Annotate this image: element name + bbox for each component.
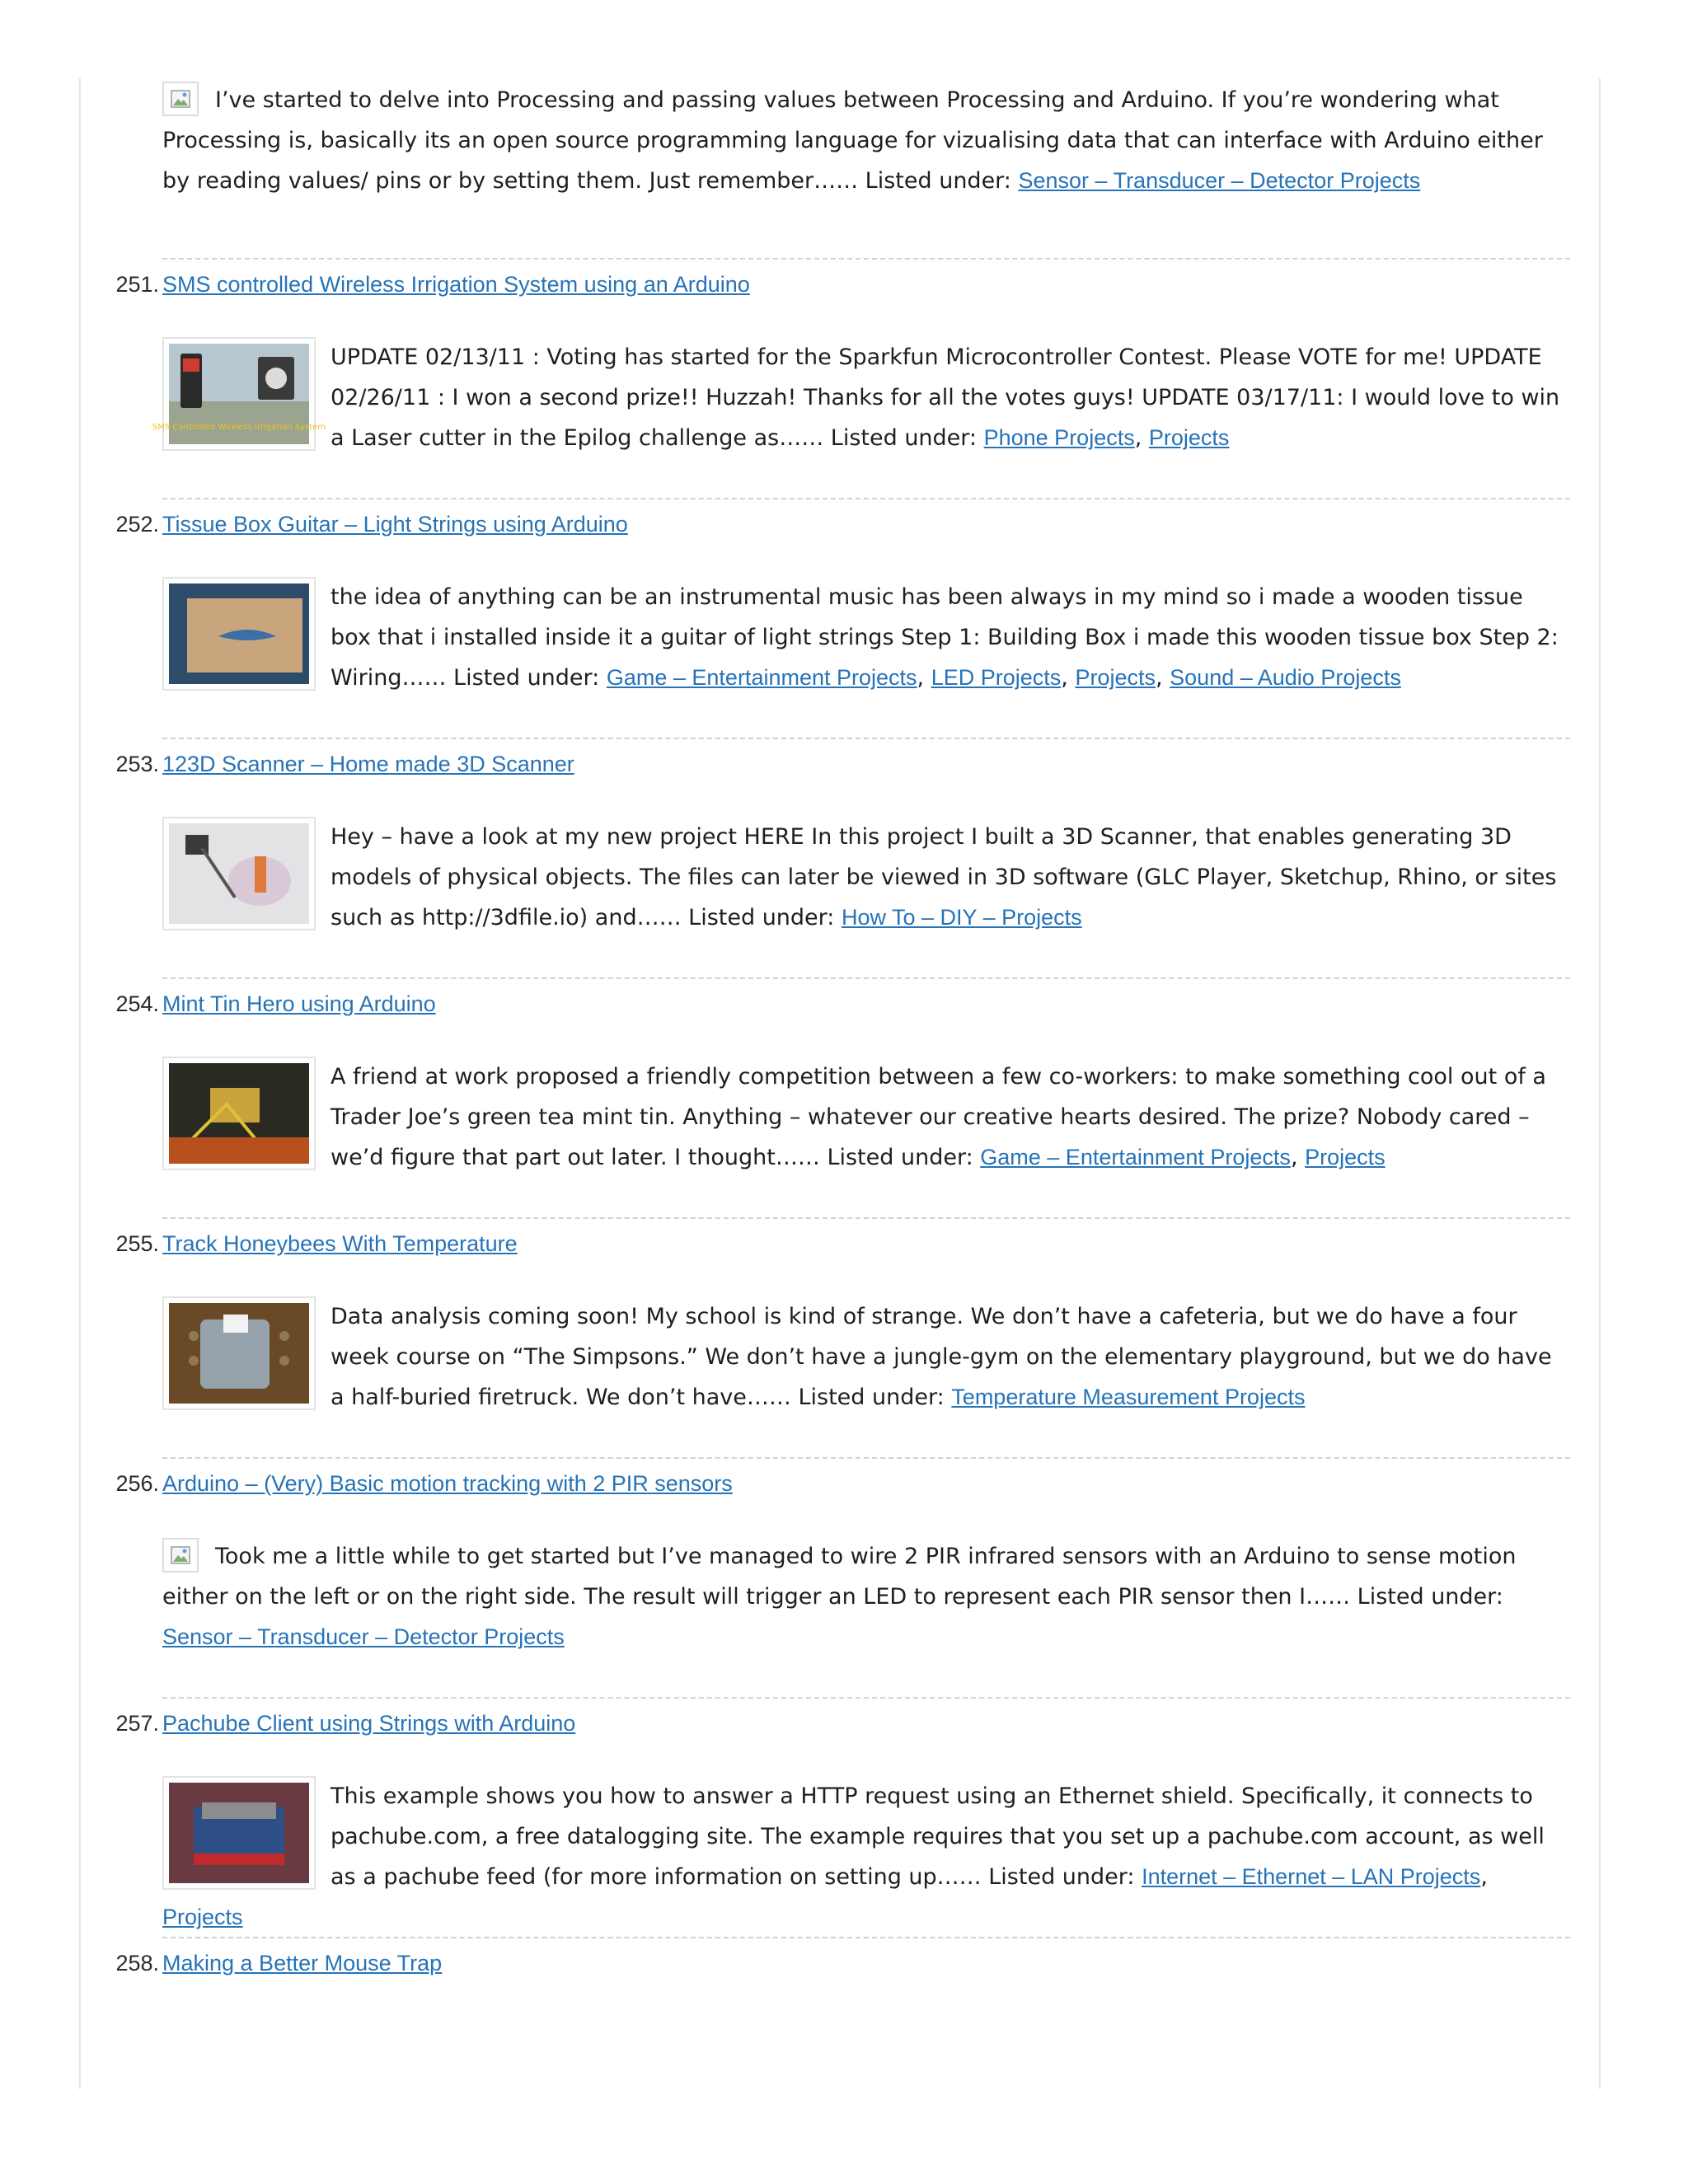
item-title-link[interactable]: Track Honeybees With Temperature [162, 1231, 518, 1256]
list-item [115, 1937, 1570, 2019]
category-link[interactable]: Projects [1305, 1145, 1386, 1169]
item-number: 257. [115, 1711, 159, 1736]
list-item: 254. Mint Tin Hero using Arduino A friend at work proposed a friendly competition between a few co-workers: to make something cool out of a Trader Joe’s green tea mint tin. Anything – whatever our creative hearts desired. The prize? Nobody cared – we’d figure that part out later. I thought…… Listed under: Game – Entertainment Projects, Projects [162, 977, 1570, 1217]
item-thumbnail[interactable] [162, 1776, 316, 1890]
category-link[interactable]: Projects [1148, 425, 1230, 450]
item-title-link[interactable]: Arduino – (Very) Basic motion tracking with 2 PIR sensors [162, 1471, 733, 1496]
category-link[interactable]: Projects [162, 1905, 243, 1929]
item-number: 256. [115, 1471, 159, 1496]
list-item: 257. Pachube Client using Strings with Arduino This example shows you how to answer a HTTP request using an Ethernet shield. Specifically, it connects to pachube.com, a free datalogging site. The example requires that you set up a pachube.com account, as well as a pachube feed (for more information on setting up…… Listed under: Internet – Ethernet – LAN Projects, Projects [162, 1697, 1570, 1937]
item-title-link[interactable]: Pachube Client using Strings with Arduino [162, 1711, 576, 1736]
item-thumbnail[interactable] [162, 1296, 316, 1410]
category-link[interactable]: Phone Projects [983, 425, 1135, 450]
entry-excerpt: Hey – have a look at my new project HERE In this project I built a 3D Scanner, that enables generating 3D models of physical objects. The files can later be viewed in 3D software (GLC Player, Sketchup, Rhino, or sites such as http://3dfile.io) and…… Listed under: [331, 824, 1557, 930]
entry-excerpt: This example shows you how to answer a HTTP request using an Ethernet shield. Specifically, it connects to pachube.com, a free datalogging site. The example requires that you set up a pachube.com account, as well as a pachube feed (for more information on setting up…… Listed under: [331, 1783, 1545, 1890]
item-number: 251. [115, 272, 159, 297]
category-link[interactable]: How To – DIY – Projects [841, 905, 1082, 930]
item-number: 254. [115, 991, 159, 1016]
list-item [115, 1217, 1570, 1457]
entry-excerpt: the idea of anything can be an instrumental music has been always in my mind so i made a wooden tissue box that i installed inside it a guitar of light strings Step 1: Building Box i made this wooden tissue box Step 2: Wiring…… Listed under: [331, 584, 1559, 691]
category-link[interactable]: Sound – Audio Projects [1170, 665, 1401, 690]
item-title-link[interactable]: SMS controlled Wireless Irrigation System using an Arduino [162, 272, 750, 297]
thumbnail-caption: SMS Controlled Wireless Irrigation System [152, 423, 326, 432]
item-title-link[interactable]: Tissue Box Guitar – Light Strings using Arduino [162, 512, 628, 537]
entry-250-body [162, 80, 1570, 201]
item-number: 252. [115, 512, 159, 537]
item-thumbnail[interactable] [162, 577, 316, 691]
category-link[interactable]: Game – Entertainment Projects [606, 665, 917, 690]
entry-excerpt: Data analysis coming soon! My school is kind of strange. We don’t have a cafeteria, but we do have a four week course on “The Simpsons.” We don’t have a jungle-gym on the elementary playground, but we do have a half-buried firetruck. We don’t have…… Listed under: [331, 1304, 1552, 1410]
category-link[interactable]: Sensor – Transducer – Detector Projects [1018, 168, 1421, 193]
item-title-link[interactable]: Mint Tin Hero using Arduino [162, 991, 436, 1016]
category-link[interactable]: Sensor – Transducer – Detector Projects [162, 1624, 565, 1649]
item-number: 253. [115, 752, 159, 776]
list-item [115, 1457, 1570, 1697]
list-item: 252. Tissue Box Guitar – Light Strings using Arduino the idea of anything can be an instrumental music has been always in my mind so i made a wooden tissue box that i installed inside it a guitar of light strings Step 1: Building Box i made this wooden tissue box Step 2: Wiring…… Listed under: Game – Entertainment Projects, LED Projects, Projects, Sound – Audio Projects [162, 498, 1570, 738]
broken-image-icon [162, 1538, 199, 1572]
category-link[interactable]: Game – Entertainment Projects [980, 1145, 1291, 1169]
item-thumbnail[interactable] [162, 1057, 316, 1170]
entry-excerpt: A friend at work proposed a friendly competition between a few co-workers: to make something cool out of a Trader Joe’s green tea mint tin. Anything – whatever our creative hearts desired. The prize? Nobody cared – we’d figure that part out later. I thought…… Listed under: [331, 1064, 1546, 1170]
item-number: 258. [115, 1951, 159, 1975]
item-title-link[interactable]: 123D Scanner – Home made 3D Scanner [162, 752, 574, 776]
project-list [115, 258, 1570, 2019]
list-item [115, 738, 1570, 977]
category-link[interactable]: LED Projects [931, 665, 1062, 690]
category-link[interactable]: Temperature Measurement Projects [951, 1385, 1306, 1409]
item-thumbnail[interactable] [152, 337, 326, 451]
broken-image-icon [162, 82, 199, 116]
entry-excerpt: UPDATE 02/13/11 : Voting has started for the Sparkfun Microcontroller Contest. Please VOTE for me! UPDATE 02/26/11 : I won a second prize!! Huzzah! Thanks for all the votes guys! UPDATE 03/17/11: I would love to win a Laser cutter in the Epilog challenge as…… Listed under: [331, 344, 1560, 451]
content-border-right [1599, 78, 1601, 2089]
item-thumbnail[interactable] [162, 817, 316, 930]
entry-excerpt: I’ve started to delve into Processing and passing values between Processing and Arduino. If you’re wondering what Processing is, basically its an open source programming language for vizualising data that can interface with Arduino either by reading values/ pins or by setting them. Just remember…… Listed under: [162, 87, 1543, 194]
category-link[interactable]: Projects [1075, 665, 1156, 690]
content-border-left [79, 78, 81, 2089]
entry-excerpt: Took me a little while to get started but I’ve managed to wire 2 PIR infrared sensors with an Arduino to sense motion either on the left or on the right side. The result will trigger an LED to represent each PIR sensor then I…… Listed under: [162, 1544, 1517, 1610]
list-item: 251. SMS controlled Wireless Irrigation System using an Arduino SMS Controlled Wireless Irrigation System UPDATE 02/13/11 : Voting has started for the Sparkfun Microcontroller Contest. Please VOTE for me! UPDATE 02/26/11 : I won a second prize!! Huzzah! Thanks for all the votes guys! UPDATE 03/17/11: I would love to win a Laser cutter in the Epilog challenge as…… Listed under: Phone Projects, Projects [162, 258, 1570, 498]
item-number: 255. [115, 1231, 159, 1256]
item-title-link[interactable]: Making a Better Mouse Trap [162, 1951, 443, 1975]
category-link[interactable]: Internet – Ethernet – LAN Projects [1142, 1864, 1481, 1889]
